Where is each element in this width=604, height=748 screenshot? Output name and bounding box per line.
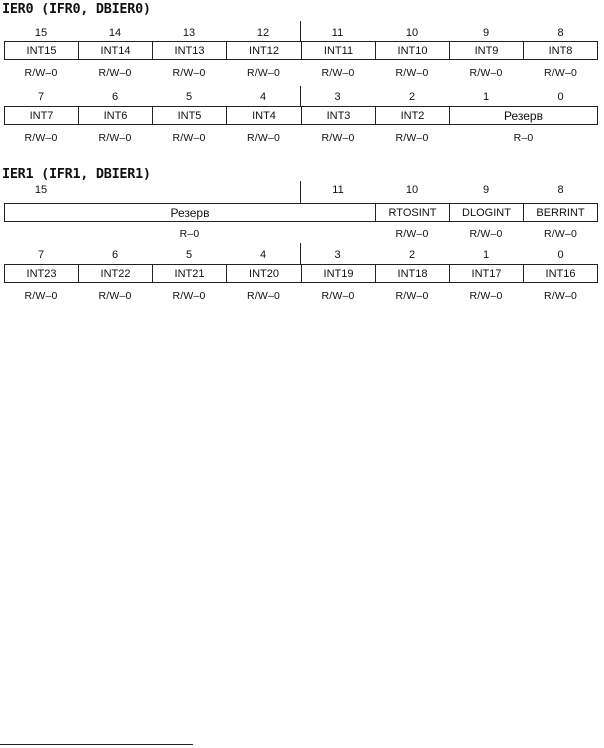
- access-value: R/W–0: [469, 67, 503, 79]
- field-int16: INT16: [545, 267, 576, 280]
- access-value: R/W–0: [395, 290, 429, 302]
- bit-number: 11: [332, 184, 344, 196]
- field-int20: INT20: [227, 265, 302, 282]
- bit-number: 12: [256, 27, 270, 39]
- ier1-high-bit-numbers: [4, 184, 598, 196]
- field-int7: INT7: [5, 107, 79, 124]
- ier0-high-bit-numbers: [4, 27, 598, 39]
- field-int6: INT6: [79, 107, 153, 124]
- access-value: R/W–0: [246, 290, 281, 302]
- byte-divider: [300, 21, 301, 42]
- field-int22: INT22: [79, 265, 153, 282]
- field-dlogint: DLOGINT: [450, 204, 524, 221]
- bit-number: 6: [111, 249, 119, 261]
- access-value: R/W–0: [246, 132, 281, 144]
- bit-number: 3: [334, 249, 341, 261]
- access-value: R/W–0: [172, 290, 206, 302]
- bit-number: 10: [405, 184, 419, 196]
- access-value: R/W–0: [321, 67, 355, 79]
- ier1-low-access: [4, 290, 598, 302]
- ier1-high-register-row: [4, 203, 598, 222]
- field-int19: INT19: [302, 265, 376, 282]
- bit-number: 5: [185, 91, 193, 103]
- ier0-high-access: [4, 67, 598, 79]
- ier0-high-register-row: [4, 41, 598, 60]
- access-value: R/W–0: [98, 290, 132, 302]
- access-value: R/W–0: [469, 228, 503, 240]
- bit-number: 0: [557, 249, 564, 261]
- access-value-reserved: R–0: [513, 132, 534, 144]
- field-int23: INT23: [5, 265, 79, 282]
- bit-number: 13: [182, 27, 196, 39]
- field-int3: INT3: [302, 107, 376, 124]
- field-int5: INT5: [153, 107, 227, 124]
- field-int18: INT18: [376, 265, 450, 282]
- bit-number: 1: [482, 249, 490, 261]
- field-int8: INT8: [548, 44, 573, 57]
- bit-number: 2: [408, 91, 416, 103]
- ier1-low-register-row: [4, 264, 598, 283]
- field-int12: INT12: [227, 42, 302, 59]
- byte-divider: [300, 181, 301, 203]
- bit-number: 1: [482, 91, 490, 103]
- bit-number: 7: [37, 249, 45, 261]
- bit-number: 3: [334, 91, 341, 103]
- ier0-low-bit-numbers: [4, 91, 598, 103]
- field-int15: INT15: [5, 42, 79, 59]
- field-int21: INT21: [153, 265, 227, 282]
- access-value: R/W–0: [395, 132, 429, 144]
- access-value: R/W–0: [98, 67, 132, 79]
- access-value: R/W–0: [172, 132, 206, 144]
- bit-number: 15: [34, 27, 48, 39]
- bit-number: 4: [259, 249, 267, 261]
- bit-number: 11: [331, 27, 344, 39]
- bit-number: 2: [408, 249, 416, 261]
- access-value: R/W–0: [321, 290, 355, 302]
- byte-divider: [300, 86, 301, 107]
- field-rtosint: RTOSINT: [376, 204, 450, 221]
- access-value: R/W–0: [24, 132, 58, 144]
- bit-number: 0: [557, 91, 564, 103]
- access-value: R/W–0: [395, 67, 429, 79]
- ier1-title: IER1 (IFR1, DBIER1): [2, 166, 151, 182]
- ier0-low-register-row: [4, 106, 598, 125]
- field-int17: INT17: [450, 265, 524, 282]
- ier0-title: IER0 (IFR0, DBIER0): [2, 1, 151, 17]
- access-value: R/W–0: [543, 290, 578, 302]
- field-int2: INT2: [376, 107, 450, 124]
- access-value: R/W–0: [98, 132, 132, 144]
- field-int4: INT4: [227, 107, 302, 124]
- access-value: R/W–0: [543, 67, 578, 79]
- bit-number: 7: [37, 91, 45, 103]
- field-berrint: BERRINT: [536, 206, 585, 219]
- field-int11: INT11: [302, 42, 376, 59]
- footnote-separator: [0, 744, 193, 745]
- bit-number: 8: [557, 184, 564, 196]
- bit-number: 6: [111, 91, 119, 103]
- access-value: R/W–0: [395, 228, 429, 240]
- ier0-low-access: [4, 132, 598, 144]
- bit-number: 15: [34, 184, 48, 196]
- access-value: R/W–0: [321, 132, 355, 144]
- field-reserved: Резерв: [5, 204, 376, 221]
- ier1-high-access: [4, 228, 598, 240]
- field-int13: INT13: [153, 42, 227, 59]
- bit-number: 14: [108, 27, 122, 39]
- bit-number: 8: [557, 27, 564, 39]
- byte-divider: [300, 243, 301, 265]
- access-value: R/W–0: [172, 67, 206, 79]
- bit-number: 10: [405, 27, 419, 39]
- access-value: R/W–0: [24, 67, 58, 79]
- access-value: R/W–0: [469, 290, 503, 302]
- bit-number: 9: [482, 184, 490, 196]
- bit-number: 4: [259, 91, 267, 103]
- access-value: R/W–0: [24, 290, 58, 302]
- field-reserved: Резерв: [504, 108, 543, 123]
- bit-number: 9: [482, 27, 490, 39]
- field-int14: INT14: [79, 42, 153, 59]
- access-value-reserved: R–0: [179, 228, 200, 240]
- field-int10: INT10: [376, 42, 450, 59]
- ier1-low-bit-numbers: [4, 249, 598, 261]
- access-value: R/W–0: [246, 67, 281, 79]
- bit-number: 5: [185, 249, 193, 261]
- field-int9: INT9: [450, 42, 524, 59]
- access-value: R/W–0: [543, 228, 578, 240]
